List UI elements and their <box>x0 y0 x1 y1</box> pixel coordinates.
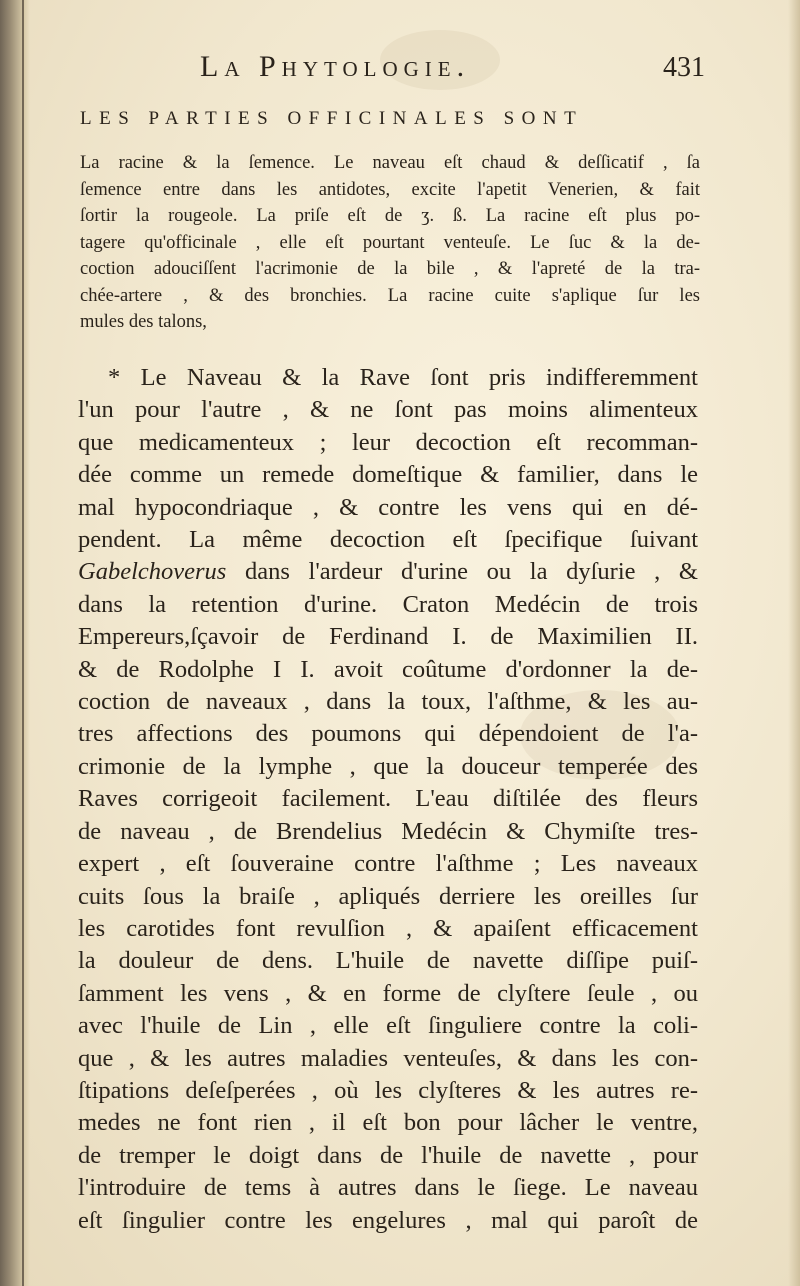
text-line: dée comme un remede domeſtique & familier, dans le <box>78 461 698 489</box>
text-line: ſtipations deſeſperées , où les clyſteres & les autres re- <box>78 1076 698 1104</box>
text-line: pendent. La même decoction eſt ſpecifique ſuivant <box>78 526 698 554</box>
text-line: que medicamenteux ; leur decoction eſt recomman- <box>78 428 698 456</box>
section-heading: LES PARTIES OFFICINALES SONT <box>80 108 584 129</box>
text-line: dans la retention d'urine. Craton Medécin de trois <box>78 590 698 618</box>
text-line: tagere qu'officinale , elle eſt pourtant venteuſe. Le ſuc & la de- <box>80 232 700 253</box>
text-line: medes ne font rien , il eſt bon pour lâcher le ventre, <box>78 1109 698 1137</box>
text-line: de naveau , de Brendelius Medécin & Chymiſte tres- <box>78 817 698 845</box>
binding-line <box>22 0 24 1286</box>
text-line: eſt ſingulier contre les engelures , mal qui paroît de <box>78 1206 698 1234</box>
text-line-rest: dans l'ardeur d'urine ou la dyſurie , & <box>226 558 698 586</box>
text-line: mules des talons, <box>80 312 207 332</box>
text-line: expert , eſt ſouveraine contre l'aſthme ; Les naveaux <box>78 850 698 878</box>
author-name-italic: Gabelchoverus <box>78 558 227 586</box>
text-line: la douleur de dens. L'huile de navette diſſipe puiſ- <box>78 947 698 975</box>
text-line: ſemence entre dans les antidotes, excite l'apetit Venerien, & fait <box>80 179 700 200</box>
text-line: Raves corrigeoit facilement. L'eau diſtilée des fleurs <box>78 785 698 813</box>
paragraph-naveau <box>78 362 698 1237</box>
text-line: Empereurs,ſçavoir de Ferdinand I. de Maximilien II. <box>78 623 698 651</box>
text-line: l'introduire de tems à autres dans le ſiege. Le naveau <box>78 1174 698 1202</box>
text-line-with-italic <box>78 556 698 588</box>
running-title: La Phytologie. <box>200 50 471 83</box>
page-number: 431 <box>663 52 705 83</box>
paragraph-officinal-parts <box>80 150 700 336</box>
text-line: crimonie de la lymphe , que la douceur temperée des <box>78 752 698 780</box>
text-line: La racine & la ſemence. Le naveau eſt chaud & deſſicatif , ſa <box>80 153 700 173</box>
text-line: que , & les autres maladies venteuſes, & dans les con- <box>78 1044 698 1072</box>
page-edge <box>788 0 800 1286</box>
text-line: coction adouciſſent l'acrimonie de la bile , & l'apreté de la tra- <box>80 259 700 279</box>
page-gutter <box>0 0 30 1286</box>
text-line: chée-artere , & des bronchies. La racine cuite s'aplique ſur les <box>80 285 700 306</box>
text-line: ſortir la rougeole. La priſe eſt de ʒ. ß. La racine eſt plus po- <box>80 206 700 226</box>
text-line: tres affections des poumons qui dépendoient de l'a- <box>78 720 698 748</box>
text-line: * Le Naveau & la Rave ſont pris indifferemment <box>108 364 698 391</box>
text-line: les carotides font revulſion , & apaiſent efficacement <box>78 914 698 942</box>
text-line: l'un pour l'autre , & ne ſont pas moins alimenteux <box>78 396 698 424</box>
text-line: cuits ſous la braiſe , apliqués derriere les oreilles ſur <box>78 882 698 910</box>
running-head <box>200 50 720 90</box>
text-line: mal hypocondriaque , & contre les vens qui en dé- <box>78 493 698 521</box>
text-line: avec l'huile de Lin , elle eſt ſinguliere contre la coli- <box>78 1012 698 1040</box>
text-line: de tremper le doigt dans de l'huile de navette , pour <box>78 1141 698 1169</box>
text-line: coction de naveaux , dans la toux, l'aſthme, & les au- <box>78 688 698 716</box>
text-line: & de Rodolphe I I. avoit coûtume d'ordonner la de- <box>78 655 698 683</box>
text-line: ſamment les vens , & en forme de clyſtere ſeule , ou <box>78 979 698 1007</box>
